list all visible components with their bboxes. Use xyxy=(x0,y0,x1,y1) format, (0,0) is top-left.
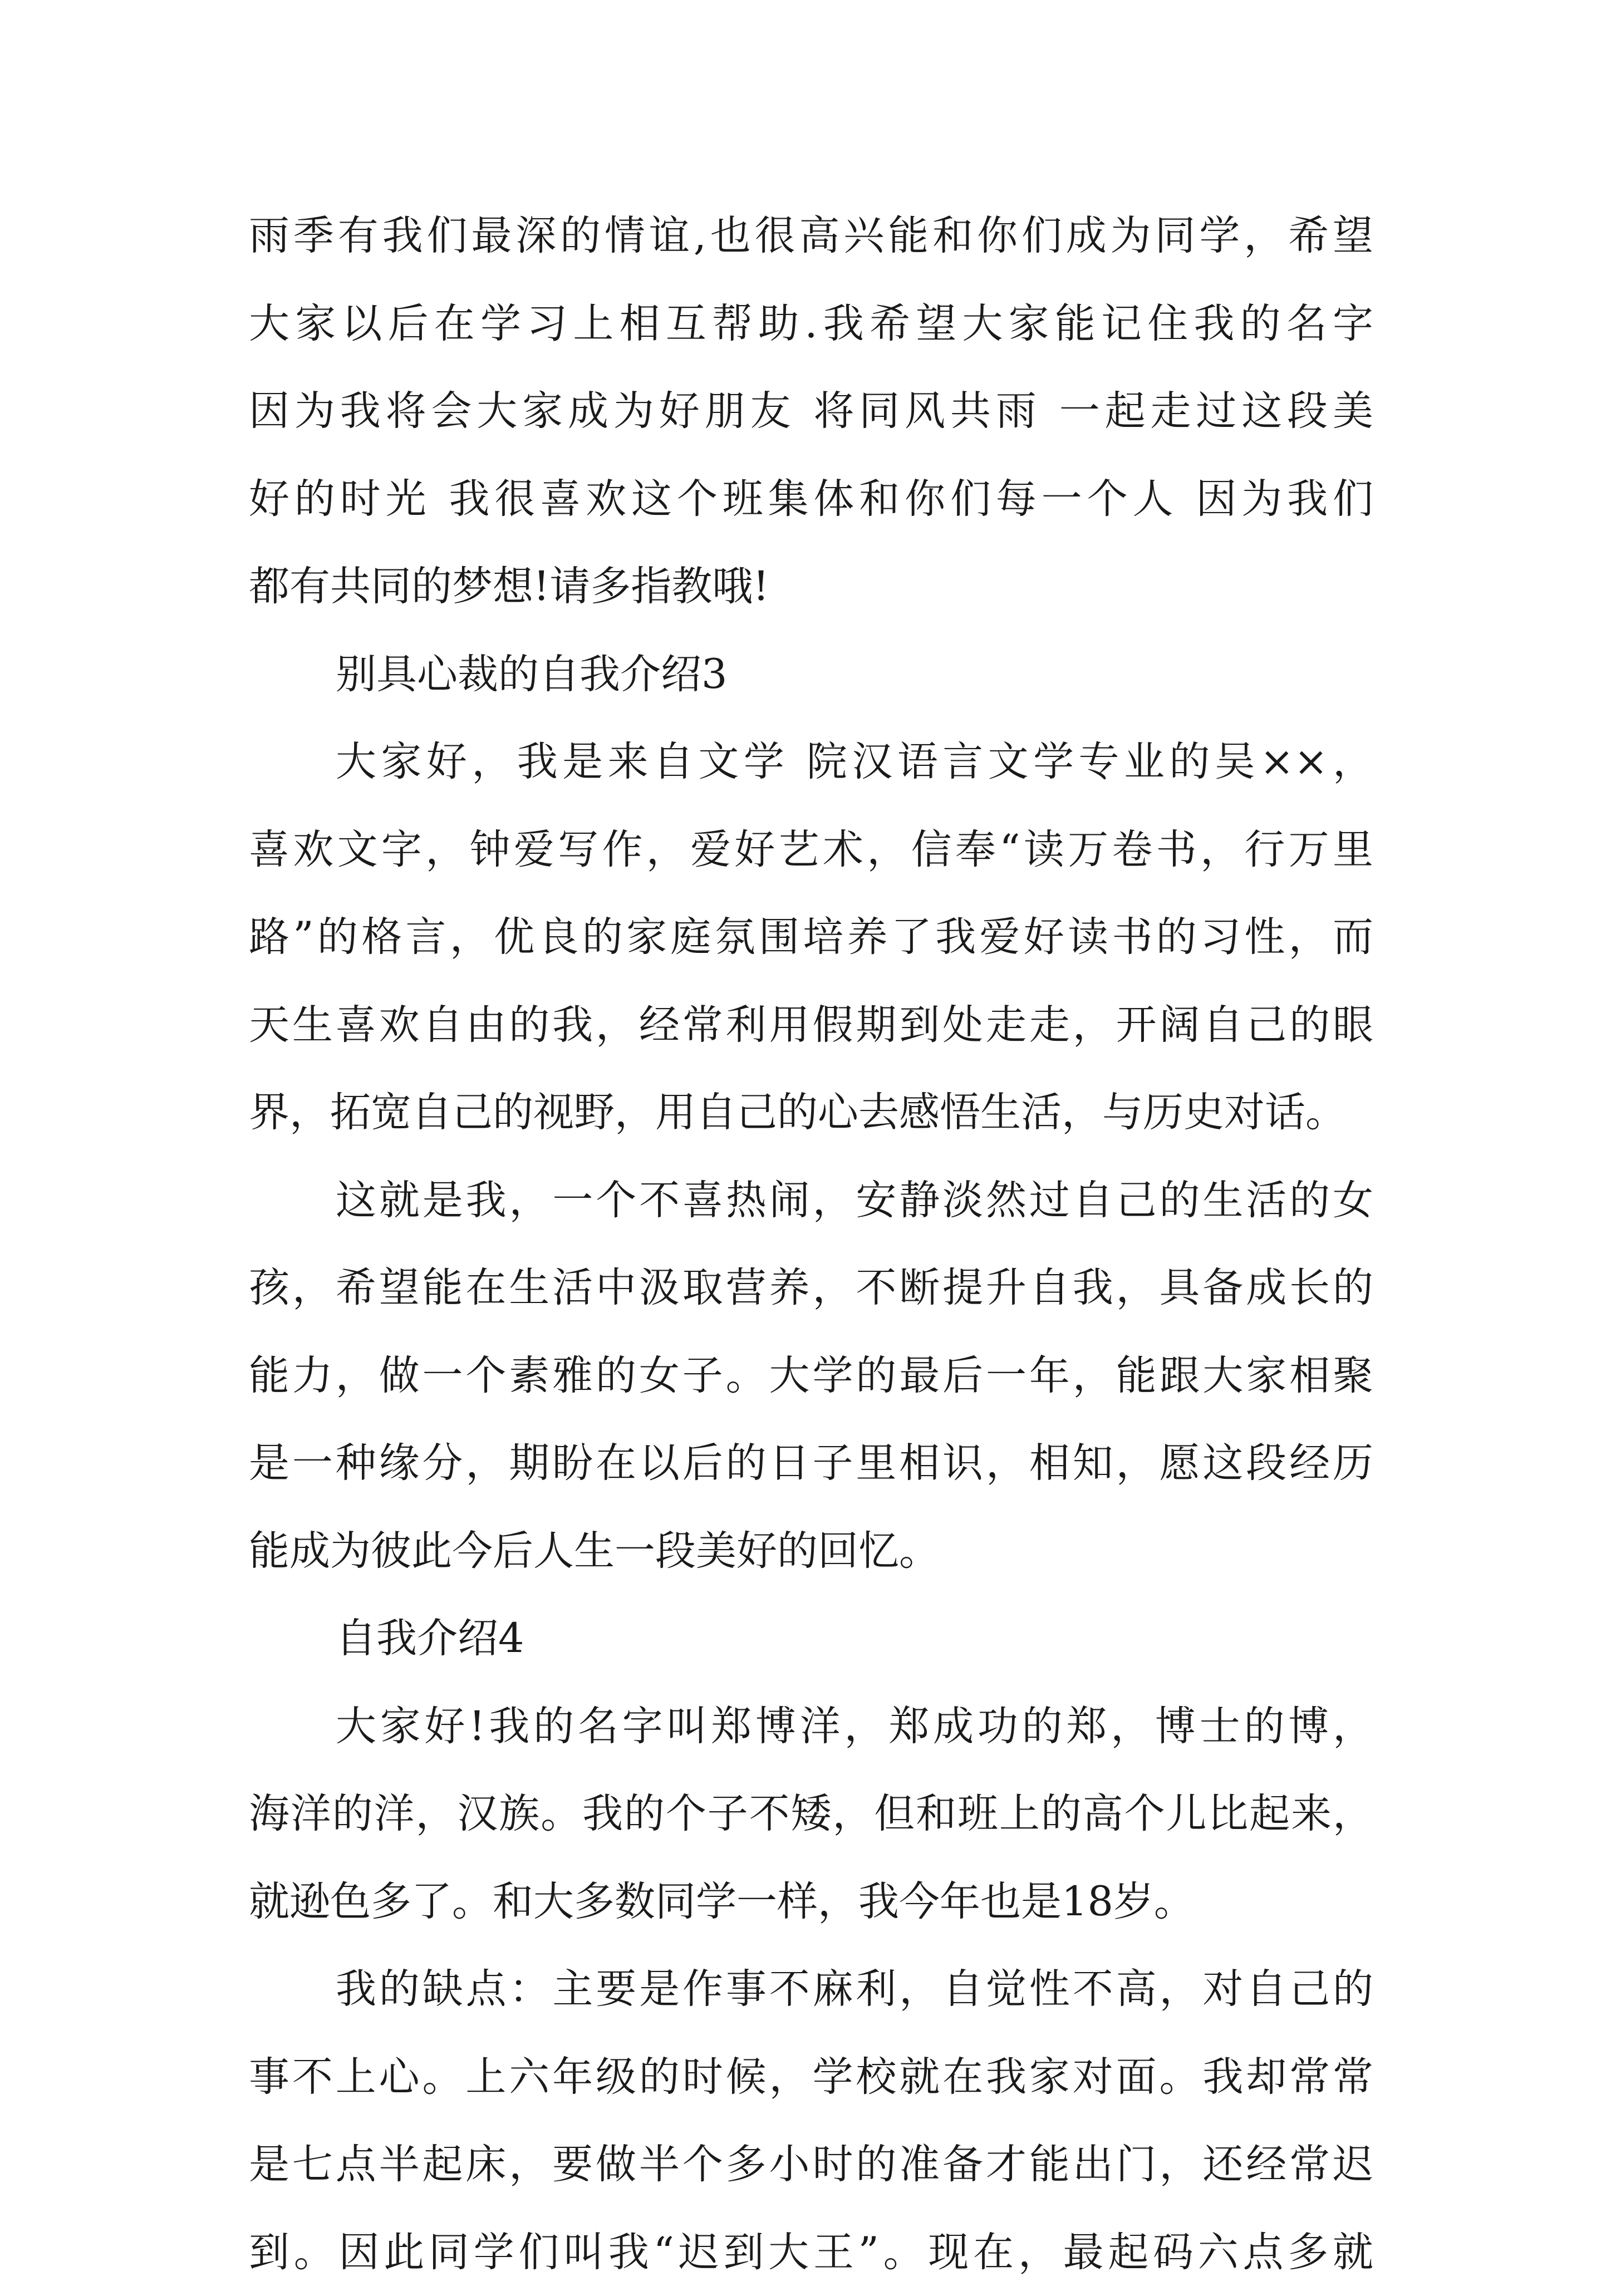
text-line: 我的缺点：主要是作事不麻利，自觉性不高，对自己的 xyxy=(249,1945,1373,2033)
text-line: 雨季有我们最深的情谊,也很高兴能和你们成为同学，希望 xyxy=(249,192,1373,280)
document-body xyxy=(249,192,1373,2296)
text-line: 界，拓宽自己的视野，用自己的心去感悟生活，与历史对话。 xyxy=(249,1069,1373,1157)
text-line: 大家好，我是来自文学 院汉语言文学专业的吴××， xyxy=(249,718,1373,806)
section-heading: 别具心裁的自我介绍3 xyxy=(249,631,1373,719)
text-line: 大家以后在学习上相互帮助.我希望大家能记住我的名字 xyxy=(249,280,1373,368)
text-line: 路”的格言，优良的家庭氛围培养了我爱好读书的习性，而 xyxy=(249,893,1373,981)
text-line: 喜欢文字，钟爱写作，爱好艺术，信奉“读万卷书，行万里 xyxy=(249,806,1373,894)
text-line: 就逊色多了。和大多数同学一样，我今年也是18岁。 xyxy=(249,1858,1373,1946)
text-line: 是一种缘分，期盼在以后的日子里相识，相知，愿这段经历 xyxy=(249,1419,1373,1507)
text-line: 能力，做一个素雅的女子。大学的最后一年，能跟大家相聚 xyxy=(249,1332,1373,1420)
text-line: 到。因此同学们叫我“迟到大王”。现在，最起码六点多就 xyxy=(249,2209,1373,2296)
text-line: 孩，希望能在生活中汲取营养，不断提升自我，具备成长的 xyxy=(249,1244,1373,1332)
text-line: 海洋的洋，汉族。我的个子不矮，但和班上的高个儿比起来， xyxy=(249,1770,1373,1858)
text-line: 都有共同的梦想!请多指教哦! xyxy=(249,543,1373,631)
text-line: 大家好!我的名字叫郑博洋，郑成功的郑，博士的博， xyxy=(249,1683,1373,1771)
text-line: 是七点半起床，要做半个多小时的准备才能出门，还经常迟 xyxy=(249,2121,1373,2209)
text-line: 事不上心。上六年级的时候，学校就在我家对面。我却常常 xyxy=(249,2033,1373,2121)
text-line: 因为我将会大家成为好朋友 将同风共雨 一起走过这段美 xyxy=(249,367,1373,455)
text-line: 能成为彼此今后人生一段美好的回忆。 xyxy=(249,1507,1373,1595)
text-line: 这就是我，一个不喜热闹，安静淡然过自己的生活的女 xyxy=(249,1157,1373,1245)
text-line: 好的时光 我很喜欢这个班集体和你们每一个人 因为我们 xyxy=(249,455,1373,543)
section-heading: 自我介绍4 xyxy=(249,1595,1373,1683)
text-line: 天生喜欢自由的我，经常利用假期到处走走，开阔自己的眼 xyxy=(249,981,1373,1069)
